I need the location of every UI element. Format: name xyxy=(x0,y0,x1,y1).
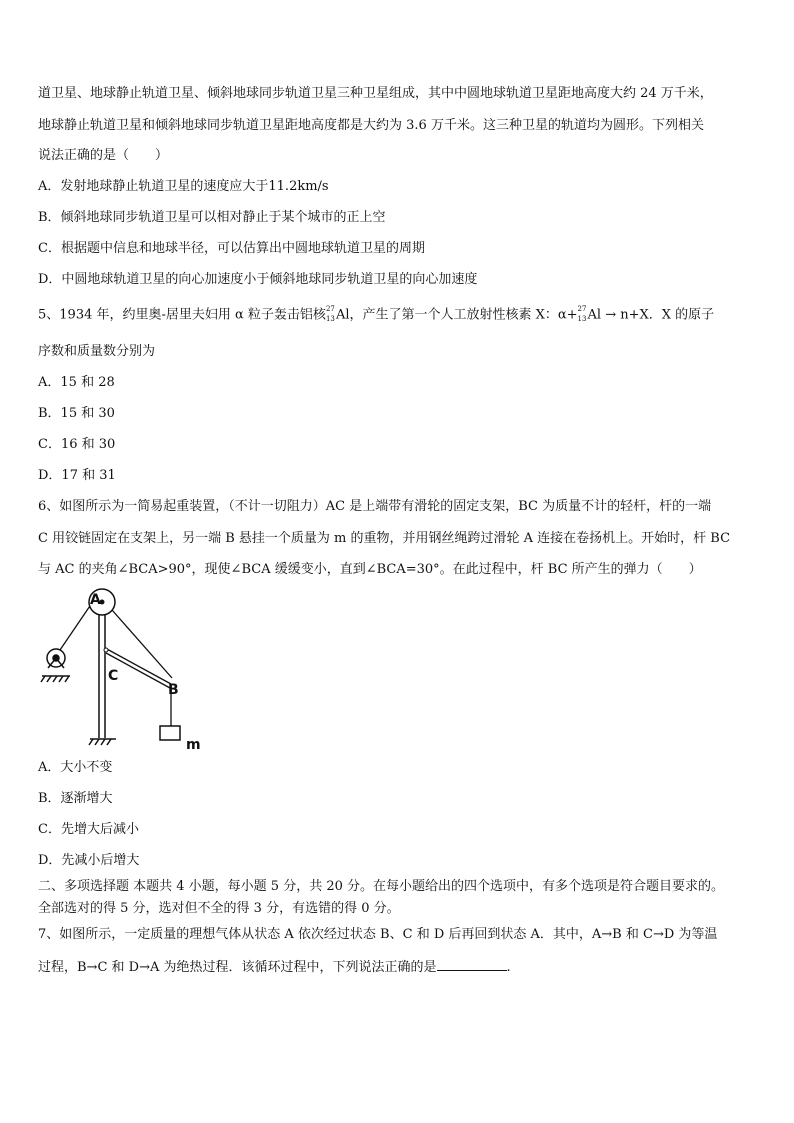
q5-option-c: C．16 和 30 xyxy=(38,437,116,452)
q6-option-d: D．先减小后增大 xyxy=(38,853,140,868)
q5-stem xyxy=(38,307,714,324)
q4-option-a: A．发射地球静止轨道卫星的速度应大于11.2km/s xyxy=(38,179,329,194)
crane-diagram xyxy=(36,586,206,756)
q4-line-3: 说法正确的是（ ） xyxy=(38,148,169,163)
mass-block xyxy=(160,726,180,740)
q5-eq-b: Al → n+X．X 的原子 xyxy=(587,307,715,323)
q6-line-2: C 用铰链固定在支架上，另一端 B 悬挂一个质量为 m 的重物，并用钢丝绳跨过滑轮 A 连接在卷扬机上。开始时，杆 BC xyxy=(38,531,731,546)
q7-line-2 xyxy=(38,958,511,976)
q4-line-2: 地球静止轨道卫星和倾斜地球同步轨道卫星距地高度都是大约为 3.6 万千米。这三种卫星的轨道均为圆形。下列相关 xyxy=(38,118,704,133)
q6-option-c: C．先增大后减小 xyxy=(38,822,139,837)
q5-option-b: B．15 和 30 xyxy=(38,406,115,421)
q7-line-2-text: 过程，B→C 和 D→A 为绝热过程．该循环过程中，下列说法正确的是 xyxy=(38,960,437,975)
winch-icon xyxy=(41,649,70,682)
q7-line-1: 7、如图所示，一定质量的理想气体从状态 A 依次经过状态 B、C 和 D 后再回到状态 A．其中，A→B 和 C→D 为等温 xyxy=(38,927,718,942)
q5-line-2: 序数和质量数分别为 xyxy=(38,344,156,359)
q5-eq-a: α+ xyxy=(557,307,578,323)
label-b: B xyxy=(168,682,179,698)
label-a: A xyxy=(90,592,101,608)
q6-line-1: 6、如图所示为一简易起重装置，（不计一切阻力）AC 是上端带有滑轮的固定支架，BC 为质量不计的轻杆，杆的一端 xyxy=(38,499,712,514)
section-2-scoring: 全部选对的得 5 分，选对但不全的得 3 分，有选错的得 0 分。 xyxy=(38,901,400,916)
q5-stem-b: ，产生了第一个人工放射性核素 X： xyxy=(349,307,558,323)
q6-option-b: B．逐渐增大 xyxy=(38,791,113,806)
q4-option-d: D．中圆地球轨道卫星的向心加速度小于倾斜地球同步轨道卫星的向心加速度 xyxy=(38,272,478,287)
q5-option-d: D．17 和 31 xyxy=(38,468,116,483)
q6-option-a: A．大小不变 xyxy=(38,760,113,775)
answer-blank xyxy=(437,958,507,971)
label-m: m xyxy=(186,737,201,753)
q4-option-b: B．倾斜地球同步轨道卫星可以相对静止于某个城市的正上空 xyxy=(38,210,386,225)
al-nucleus: 27 13 xyxy=(325,305,335,323)
q7-line-2-end: . xyxy=(506,960,511,975)
hinge-c xyxy=(104,648,108,652)
rope-winch xyxy=(60,600,94,650)
q4-line-1: 道卫星、地球静止轨道卫星、倾斜地球同步轨道卫星三种卫星组成，其中中圆地球轨道卫星距地高度大约 24 万千米， xyxy=(38,86,713,101)
q5-option-a: A．15 和 28 xyxy=(38,375,115,390)
al-symbol: Al xyxy=(335,307,350,323)
q4-option-c: C．根据题中信息和地球半径，可以估算出中圆地球轨道卫星的周期 xyxy=(38,241,425,256)
label-c: C xyxy=(108,668,119,684)
q6-line-3: 与 AC 的夹角∠BCA>90°，现使∠BCA 缓缓变小，直到∠BCA=30°。在此过程中，杆 BC 所产生的弹力（ ） xyxy=(38,562,702,577)
section-2-heading: 二、多项选择题 本题共 4 小题，每小题 5 分，共 20 分。在每小题给出的四个选项中，有多个选项是符合题目要求的。 xyxy=(38,879,725,894)
q5-stem-a: 5、1934 年，约里奥-居里夫妇用 α 粒子轰击铝核 xyxy=(38,307,326,323)
al-nucleus-eq: 27 13 xyxy=(577,305,587,323)
